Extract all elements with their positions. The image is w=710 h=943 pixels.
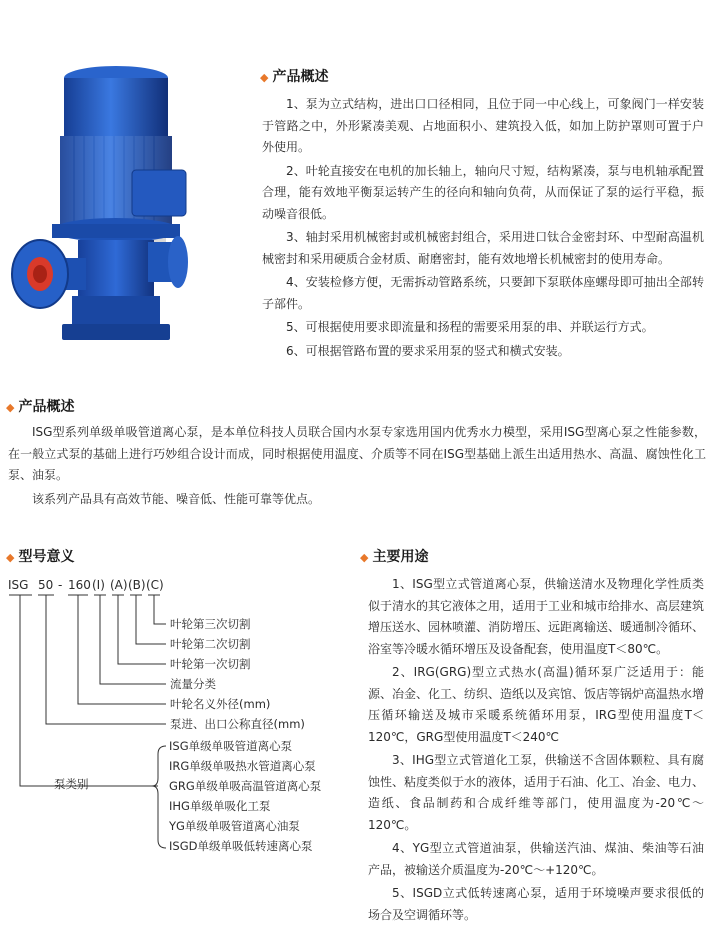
label-second-cut: 叶轮第二次切割 xyxy=(170,637,251,651)
diamond-bullet-icon: ◆ xyxy=(260,71,269,84)
pump-type-grg: GRG单级单吸高温管道离心泵 xyxy=(169,779,322,793)
overview-top-para-3: 3、轴封采用机械密封或机械密封组合，采用进口钛合金密封环、中型耐高温机械密封和采用硬质合金材质、耐磨密封，能有效地增长机械密封的使用寿命。 xyxy=(262,230,704,266)
model-designation-diagram xyxy=(8,578,353,858)
main-uses-para-5: 5、ISGD立式低转速离心泵，适用于环境噪声要求很低的场合及空调循环等。 xyxy=(368,886,704,922)
overview-mid-para-1: ISG型系列单级单吸管道离心泵，是本单位科技人员联合国内水泵专家选用国内优秀水力模型，采用ISG型离心泵之性能参数，在一般立式泵的基础上进行巧妙组合设计而成，同时根据使用温度、介质等不同在ISG型基础上派生出适用热水、高温、腐蚀性化工泵、油泵。 xyxy=(8,425,706,482)
overview-top-para-1: 1、泵为立式结构，进出口口径相同，且位于同一中心线上，可象阀门一样安装于管路之中，外形紧凑美观、占地面积小、建筑投入低，如加上防护罩则可置于户外使用。 xyxy=(262,97,704,154)
overview-mid-heading xyxy=(6,396,74,416)
main-uses-title: 主要用途 xyxy=(372,549,429,565)
code-isg: ISG xyxy=(8,578,29,592)
diamond-bullet-icon: ◆ xyxy=(6,551,15,564)
overview-top-body xyxy=(262,94,704,364)
main-uses-para-3: 3、IHG型立式管道化工泵，供输送不含固体颗粒、具有腐蚀性、粘度类似于水的液体，适用于石油、化工、冶金、电力、造纸、食品制药和合成纤维等部门，使用温度为-20℃～120℃。 xyxy=(368,753,705,832)
label-third-cut: 叶轮第三次切割 xyxy=(170,617,251,631)
label-pump-type: 泵类别 xyxy=(54,777,89,791)
overview-top-heading xyxy=(260,66,328,86)
label-impeller-diameter: 叶轮名义外径(mm) xyxy=(170,697,271,711)
pump-type-ihg: IHG单级单吸化工泵 xyxy=(169,799,271,813)
code-50: 50 xyxy=(38,578,54,592)
model-meaning-title: 型号意义 xyxy=(18,549,75,565)
code-b: (B) xyxy=(128,578,146,592)
overview-mid-title: 产品概述 xyxy=(18,399,75,415)
pump-image xyxy=(8,62,200,352)
diamond-bullet-icon: ◆ xyxy=(6,401,15,414)
code-dash: - xyxy=(58,578,63,592)
overview-top-para-2: 2、叶轮直接安在电机的加长轴上，轴向尺寸短，结构紧凑，泵与电机轴承配置合理，能有效地平衡泵运转产生的径向和轴向负荷，从而保证了泵的运行平稳，振动噪音很低。 xyxy=(262,163,704,221)
code-a: (A) xyxy=(110,578,128,592)
label-nominal-diameter: 泵进、出口公称直径(mm) xyxy=(170,717,305,731)
pump-type-irg: IRG单级单吸热水管道离心泵 xyxy=(169,759,316,773)
main-uses-para-4: 4、YG型立式管道油泵，供输送汽油、煤油、柴油等石油产品，被输送介质温度为-20℃～+120℃。 xyxy=(368,841,704,877)
overview-top-para-4: 4、安装检修方便，无需拆动管路系统，只要卸下泵联体座螺母即可抽出全部转子部件。 xyxy=(262,275,704,311)
code-160: 160 xyxy=(68,578,91,592)
overview-mid-body xyxy=(8,422,706,512)
overview-mid-para-2: 该系列产品具有高效节能、噪音低、性能可靠等优点。 xyxy=(32,491,321,506)
code-i: (I) xyxy=(92,578,105,592)
label-flow-class: 流量分类 xyxy=(170,677,216,691)
main-uses-para-2: 2、IRG(GRG)型立式热水(高温)循环泵广泛适用于：能源、冶金、化工、纺织、造纸以及宾馆、饭店等锅炉高温热水增压循环输送及城市采暖系统循环用泵，IRG型使用温度T＜120℃，GRG型使用温度T＜240℃ xyxy=(368,665,705,744)
pump-type-isgd: ISGD单级单吸低转速离心泵 xyxy=(169,839,313,853)
overview-top-para-6: 6、可根据管路布置的要求采用泵的竖式和横式安装。 xyxy=(286,343,570,358)
overview-top-para-5: 5、可根据使用要求即流量和扬程的需要采用泵的串、并联运行方式。 xyxy=(286,320,654,334)
main-uses-body xyxy=(368,574,704,928)
overview-top-title: 产品概述 xyxy=(272,69,329,85)
model-meaning-heading xyxy=(6,546,74,566)
code-c: (C) xyxy=(146,578,164,592)
diamond-bullet-icon: ◆ xyxy=(360,551,369,564)
main-uses-para-1: 1、ISG型立式管道离心泵，供输送清水及物理化学性质类似于清水的其它液体之用，适用于工业和城市给排水、高层建筑增压送水、园林喷灌、消防增压、远距离输送、暖通制冷循环、浴室等冷暖水循环增压及设备配套，使用温度T＜80℃。 xyxy=(368,577,705,656)
pump-type-yg: YG单级单吸管道离心油泵 xyxy=(169,819,300,833)
pump-type-isg: ISG单级单吸管道离心泵 xyxy=(169,739,293,753)
main-uses-heading xyxy=(360,546,428,566)
label-first-cut: 叶轮第一次切割 xyxy=(170,657,251,671)
